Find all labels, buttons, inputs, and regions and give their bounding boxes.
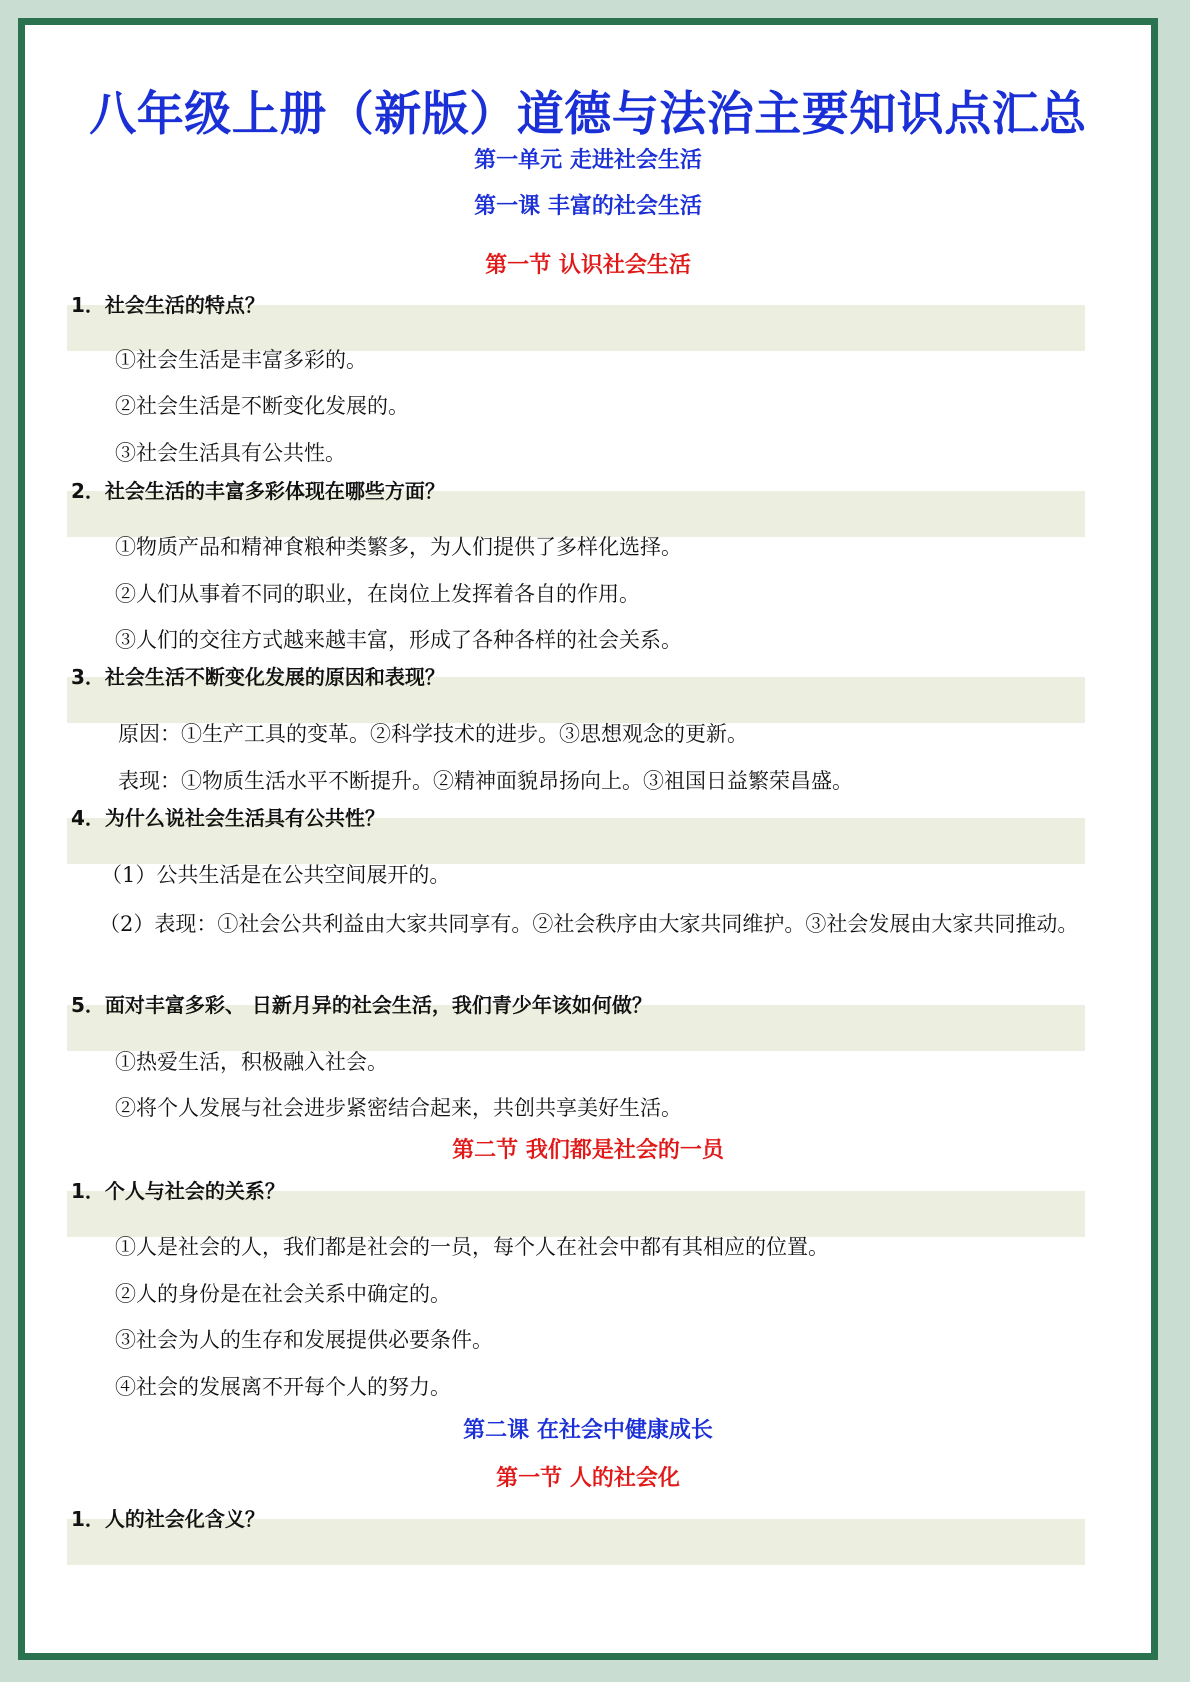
answer-line: ③社会为人的生存和发展提供必要条件。 [115, 1328, 493, 1352]
section-heading: 第一节 人的社会化 [496, 1466, 680, 1491]
question-heading: 1．社会生活的特点？ [67, 305, 1085, 351]
question-heading: 4．为什么说社会生活具有公共性？ [67, 818, 1085, 864]
document-content [25, 25, 1151, 1653]
answer-line: ③人们的交往方式越来越丰富，形成了各种各样的社会关系。 [115, 628, 682, 652]
section-heading: 第二节 我们都是社会的一员 [452, 1138, 724, 1163]
answer-line: 表现：①物质生活水平不断提升。②精神面貌昂扬向上。③祖国日益繁荣昌盛。 [118, 769, 853, 793]
answer-line: （1）公共生活是在公共空间展开的。 [101, 863, 451, 887]
page-frame [18, 18, 1158, 1660]
question-heading: 2．社会生活的丰富多彩体现在哪些方面？ [67, 491, 1085, 537]
answer-line: ①热爱生活，积极融入社会。 [115, 1050, 388, 1074]
document-title: 八年级上册（新版）道德与法治主要知识点汇总 [89, 87, 1087, 142]
unit-heading: 第一单元 走进社会生活 [474, 148, 702, 173]
answer-line: ①人是社会的人，我们都是社会的一员，每个人在社会中都有其相应的位置。 [115, 1235, 829, 1259]
question-heading: 1．个人与社会的关系？ [67, 1191, 1085, 1237]
lesson-heading: 第二课 在社会中健康成长 [463, 1418, 713, 1443]
answer-line: ③社会生活具有公共性。 [115, 441, 346, 465]
answer-paragraph: （2）表现：①社会公共利益由大家共同享有。②社会秩序由大家共同维护。③社会发展由大家共同推动。 [99, 912, 1079, 936]
answer-line: ①物质产品和精神食粮种类繁多，为人们提供了多样化选择。 [115, 535, 682, 559]
answer-line: ④社会的发展离不开每个人的努力。 [115, 1375, 451, 1399]
answer-line: ①社会生活是丰富多彩的。 [115, 348, 367, 372]
section-heading: 第一节 认识社会生活 [485, 253, 691, 278]
question-heading: 1．人的社会化含义？ [67, 1519, 1085, 1565]
answer-line: 原因：①生产工具的变革。②科学技术的进步。③思想观念的更新。 [118, 722, 748, 746]
answer-line: ②将个人发展与社会进步紧密结合起来，共创共享美好生活。 [115, 1096, 682, 1120]
answer-line: ②人的身份是在社会关系中确定的。 [115, 1282, 451, 1306]
question-heading: 5．面对丰富多彩、 日新月异的社会生活，我们青少年该如何做？ [67, 1005, 1085, 1051]
answer-line: ②人们从事着不同的职业，在岗位上发挥着各自的作用。 [115, 582, 640, 606]
lesson-heading: 第一课 丰富的社会生活 [474, 194, 702, 219]
question-heading: 3．社会生活不断变化发展的原因和表现？ [67, 677, 1085, 723]
answer-line: ②社会生活是不断变化发展的。 [115, 394, 409, 418]
